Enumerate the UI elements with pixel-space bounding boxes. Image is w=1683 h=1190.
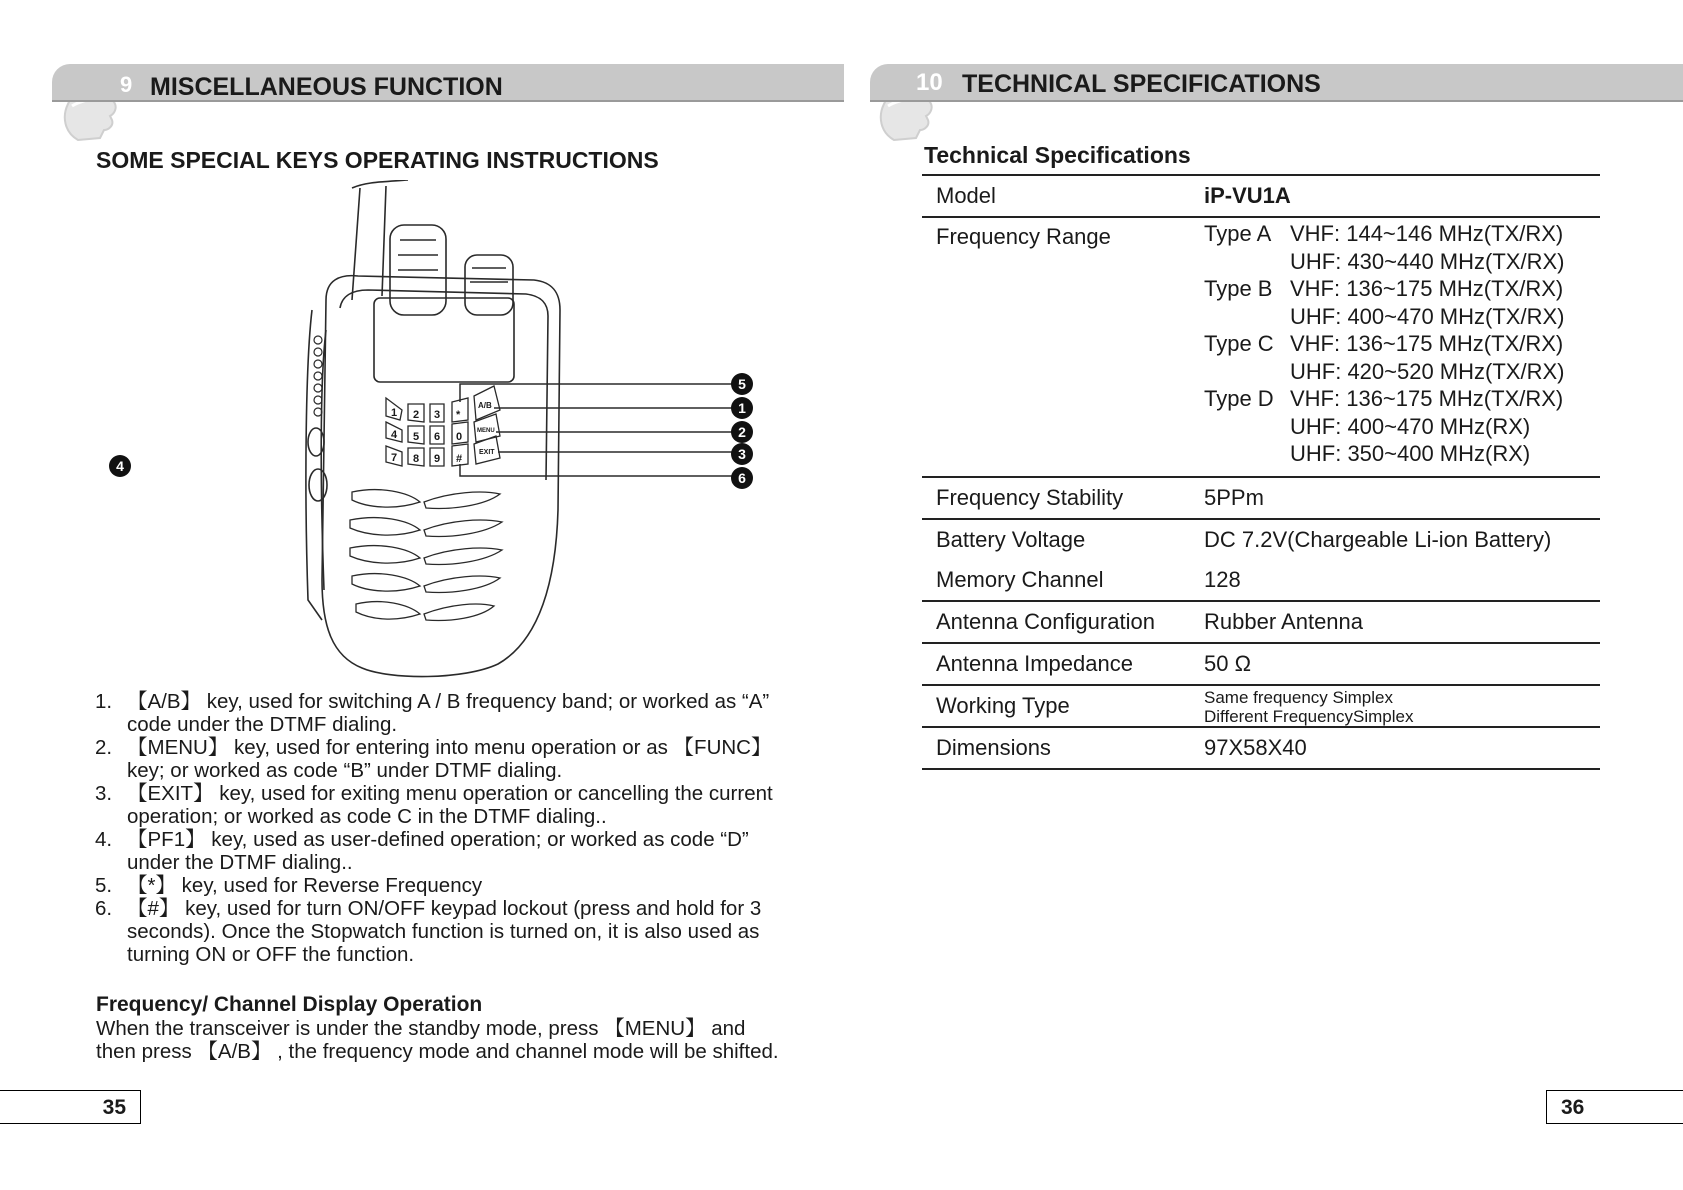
key-label: 4 bbox=[391, 429, 398, 441]
spec-value: Same frequency Simplex Different FrequencySimplex bbox=[1204, 685, 1600, 727]
spec-value: 128 bbox=[1204, 560, 1600, 601]
channel-knob bbox=[465, 255, 513, 315]
key-label: 8 bbox=[413, 453, 420, 465]
list-item: 1. 【A/B】 key, used for switching A / B frequency band; or worked as “A” code under the DTMF dialing. bbox=[95, 690, 770, 736]
page-number: 35 bbox=[0, 1090, 141, 1124]
spec-value: 5PPm bbox=[1204, 477, 1600, 519]
key-label: 5 bbox=[413, 431, 420, 443]
page-subheading: SOME SPECIAL KEYS OPERATING INSTRUCTIONS bbox=[96, 147, 659, 173]
key-label: 7 bbox=[391, 452, 398, 464]
callout-number: 2 bbox=[738, 424, 746, 440]
radio-keypad-illustration bbox=[90, 180, 780, 680]
freq-display-heading: Frequency/ Channel Display Operation bbox=[96, 993, 483, 1016]
table-row bbox=[922, 477, 1600, 519]
section-banner bbox=[52, 64, 844, 102]
section-title: MISCELLANEOUS FUNCTION bbox=[150, 73, 503, 101]
spec-label: Memory Channel bbox=[922, 560, 1204, 601]
table-row bbox=[922, 519, 1600, 560]
section-number: 9 bbox=[120, 72, 133, 97]
key-label: 2 bbox=[413, 409, 420, 421]
key-label: MENU bbox=[477, 428, 495, 434]
table-row bbox=[922, 217, 1600, 477]
spec-value: Rubber Antenna bbox=[1204, 601, 1600, 643]
spec-label: Antenna Configuration bbox=[922, 601, 1204, 643]
antenna bbox=[352, 180, 408, 300]
list-item: 4. 【PF1】 key, used as user-defined operation; or worked as code “D” under the DTMF dialing.. bbox=[95, 828, 749, 874]
page-number: 36 bbox=[1546, 1090, 1683, 1124]
page-subheading: Technical Specifications bbox=[924, 142, 1191, 168]
section-title: TECHNICAL SPECIFICATIONS bbox=[962, 70, 1321, 98]
list-item: 2. 【MENU】 key, used for entering into menu operation or as 【FUNC】 key; or worked as code “B” under DTMF dialing. bbox=[95, 736, 772, 782]
lcd-display bbox=[374, 298, 514, 382]
table-row bbox=[922, 643, 1600, 685]
key-label: * bbox=[456, 409, 461, 421]
right-page bbox=[842, 0, 1683, 1190]
spec-value: Type A VHF: 144~146 MHz(TX/RX) UHF: 430~440 MHz(TX/RX) Type B VHF: 136~175 MHz(TX/RX) UHF: 400~470 MHz(TX/RX) Type C VHF: 136~175 MHz(TX/RX) UHF: 420~520 MHz(TX/RX) Type D VHF: 136~175 MHz(TX/RX) UHF: 400~470 MHz(RX) UHF: 350~400 MHz(RX) bbox=[1204, 217, 1600, 477]
table-row bbox=[922, 560, 1600, 601]
key-label: 0 bbox=[456, 431, 463, 443]
table-row bbox=[922, 175, 1600, 217]
list-item: 5. 【*】 key, used for Reverse Frequency bbox=[95, 874, 483, 897]
table-row bbox=[922, 685, 1600, 727]
key-label: A/B bbox=[478, 401, 492, 410]
key-label: # bbox=[456, 453, 463, 465]
spec-value: 50 Ω bbox=[1204, 643, 1600, 685]
spec-table bbox=[922, 174, 1600, 770]
spec-label: Battery Voltage bbox=[936, 526, 1086, 552]
callout-number: 5 bbox=[738, 376, 746, 392]
callout-number: 4 bbox=[116, 458, 124, 474]
spec-label: Antenna Impedance bbox=[922, 643, 1204, 685]
spec-label: Working Type bbox=[922, 685, 1204, 727]
spec-value: 97X58X40 bbox=[1204, 727, 1600, 769]
callout-number: 3 bbox=[738, 446, 746, 462]
list-item: 6. 【#】 key, used for turn ON/OFF keypad lockout (press and hold for 3 seconds). Once the Stopwatch function is turned on, it is also used as turning ON or OFF the function. bbox=[95, 897, 762, 966]
key-instructions-list bbox=[95, 690, 785, 966]
spec-value: iP-VU1A bbox=[1204, 175, 1600, 217]
list-item: 3. 【EXIT】 key, used for exiting menu operation or cancelling the current operation; or worked as code C in the DTMF dialing.. bbox=[95, 782, 773, 828]
callout-number: 6 bbox=[738, 470, 746, 486]
key-label: 1 bbox=[391, 407, 398, 419]
table-row bbox=[922, 601, 1600, 643]
spec-label: Frequency Range bbox=[922, 217, 1204, 477]
section-banner bbox=[870, 64, 1683, 102]
key-label: 6 bbox=[434, 431, 441, 443]
key-label: 3 bbox=[434, 409, 441, 421]
callout-leaders bbox=[460, 384, 738, 476]
speaker-grille bbox=[350, 490, 502, 621]
key-label: 9 bbox=[434, 453, 441, 465]
key-label: EXIT bbox=[479, 449, 495, 456]
spec-label: Frequency Stability bbox=[922, 477, 1204, 519]
table-row bbox=[922, 727, 1600, 769]
freq-display-text: When the transceiver is under the standby mode, press 【MENU】 and then press 【A/B】 , the frequency mode and channel mode will be shifted. bbox=[96, 1017, 779, 1063]
spec-value: DC 7.2V(Chargeable Li-ion Battery) bbox=[1204, 526, 1552, 552]
spec-label: Model bbox=[922, 175, 1204, 217]
section-number: 10 bbox=[916, 69, 943, 96]
spec-label: Dimensions bbox=[922, 727, 1204, 769]
callout-number: 1 bbox=[738, 400, 746, 416]
